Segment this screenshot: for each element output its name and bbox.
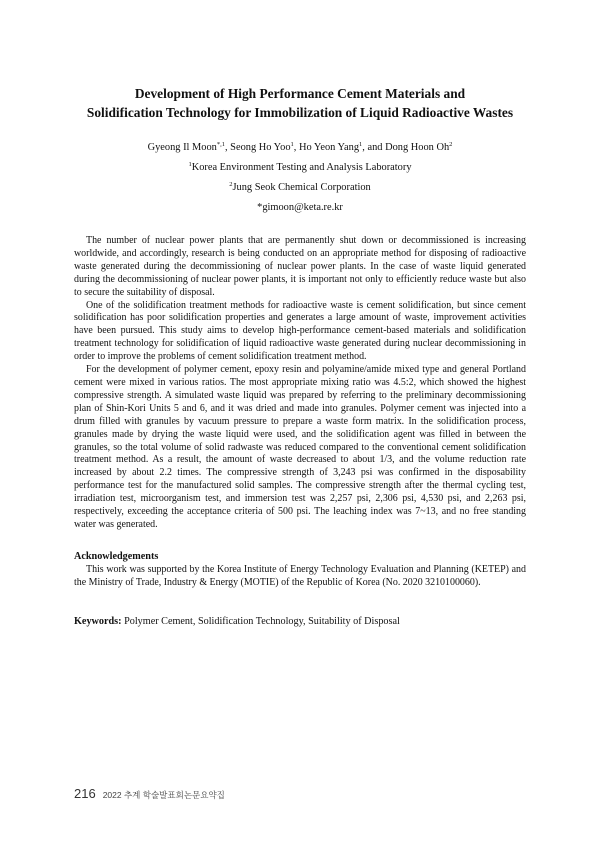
corresponding-email[interactable]: *gimoon@keta.re.kr (257, 202, 343, 213)
abstract-body (74, 235, 526, 532)
title-line-2: Solidification Technology for Immobilization of Liquid Radioactive Wastes (86, 105, 514, 120)
abstract-paragraph-3: For the development of polymer cement, epoxy resin and polyamine/amide mixed type and general Portland cement were mixed in various ratios. The most appropriate mixing ratio was 4.5:2, which showed the highest compressive strength. A simulated waste liquid was prepared by referring to the preliminary decommissioning plan of Shin-Kori Units 5 and 6, and it was dried and made into granules. Polymer cement was injected into a drum filled with granules by vacuum pressure to prepare a waste form matrix. In the solidification process, granules made by drying the waste liquid were used, and the solidification agent was filled in between the granules, so the total volume of solid radwaste was reduced compared to the conventional cement solidification treatment method. As a result, the amount of waste decreased to about 1/3, and the volume reduction rate increased by about 2.2 times. The compressive strength of 3,243 psi was confirmed in the disposability performance test for the manufactured solid samples. The compressive strength after the thermal cycling test, irradiation test, microorganism test, and immersion test was 2,257 psi, 2,306 psi, 4,530 psi, and 2,263 psi, respectively, exceeding the acceptance criteria of 500 psi. The leaching index was 7~13, and no free standing water was generated. (74, 364, 526, 530)
keywords-text: Polymer Cement, Solidification Technology, Suitability of Disposal (121, 616, 400, 627)
affiliation-superscript: 2 (229, 181, 233, 188)
affiliation-superscript: 1 (188, 161, 192, 168)
author-name: Seong Ho Yoo (230, 142, 291, 153)
keywords-line (74, 615, 526, 628)
author-superscript: 1 (359, 141, 363, 148)
author-name: Gyeong Il Moon (147, 142, 217, 153)
author-superscript: 1 (290, 141, 294, 148)
author-block (40, 138, 560, 218)
author-name: Dong Hoon Oh (385, 142, 450, 153)
acknowledgements-body (74, 564, 526, 590)
author-separator: , (293, 142, 299, 153)
author-separator: , (224, 142, 231, 153)
publication-name: 2022 추계 학술발표회논문요약집 (102, 790, 225, 800)
affiliation-text: Korea Environment Testing and Analysis Laboratory (191, 162, 412, 173)
abstract-paragraph-2: One of the solidification treatment methods for radioactive waste is cement solidification, but since cement solidification has poor solidification properties and generates a large amount of waste, improvement activities have been pursued. This study aims to develop high-performance cement-based materials and solidification treatment technology for solidification of liquid radioactive waste generated during nuclear decommissioning in order to improve the problems of cement solidification treatment method. (74, 299, 526, 363)
keywords-label: Keywords: (74, 616, 122, 627)
paper-title (40, 84, 560, 122)
affiliation-2 (40, 178, 560, 198)
affiliation-text: Jung Seok Chemical Corporation (232, 182, 371, 193)
page-footer (74, 786, 225, 801)
author-superscript: *,1 (216, 141, 225, 148)
acknowledgements-text: This work was supported by the Korea Institute of Energy Technology Evaluation and Planning (KETEP) and the Ministry of Trade, Industry & Energy (MOTIE) of the Republic of Korea (No. 2020 3210100060). (74, 564, 526, 588)
acknowledgements-heading: Acknowledgements (74, 551, 159, 562)
author-separator: , and (362, 142, 386, 153)
abstract-paragraph-1: The number of nuclear power plants that are permanently shut down or decommissioned is increasing worldwide, and accordingly, research is being conducted on an appropriate method for disposing of radioactive waste generated during the decommissioning of nuclear power plants. In the case of waste liquid generated during the decommissioning of nuclear power plants, it is important not only to efficiently reduce waste but also to secure the suitability of disposal. (74, 235, 526, 298)
title-line-1: Development of High Performance Cement Materials and (134, 86, 466, 101)
page-number: 216 (74, 786, 96, 801)
affiliation-1 (40, 158, 560, 178)
author-list (40, 138, 560, 158)
author-name: Ho Yeon Yang (298, 142, 360, 153)
author-superscript: 2 (449, 141, 453, 148)
